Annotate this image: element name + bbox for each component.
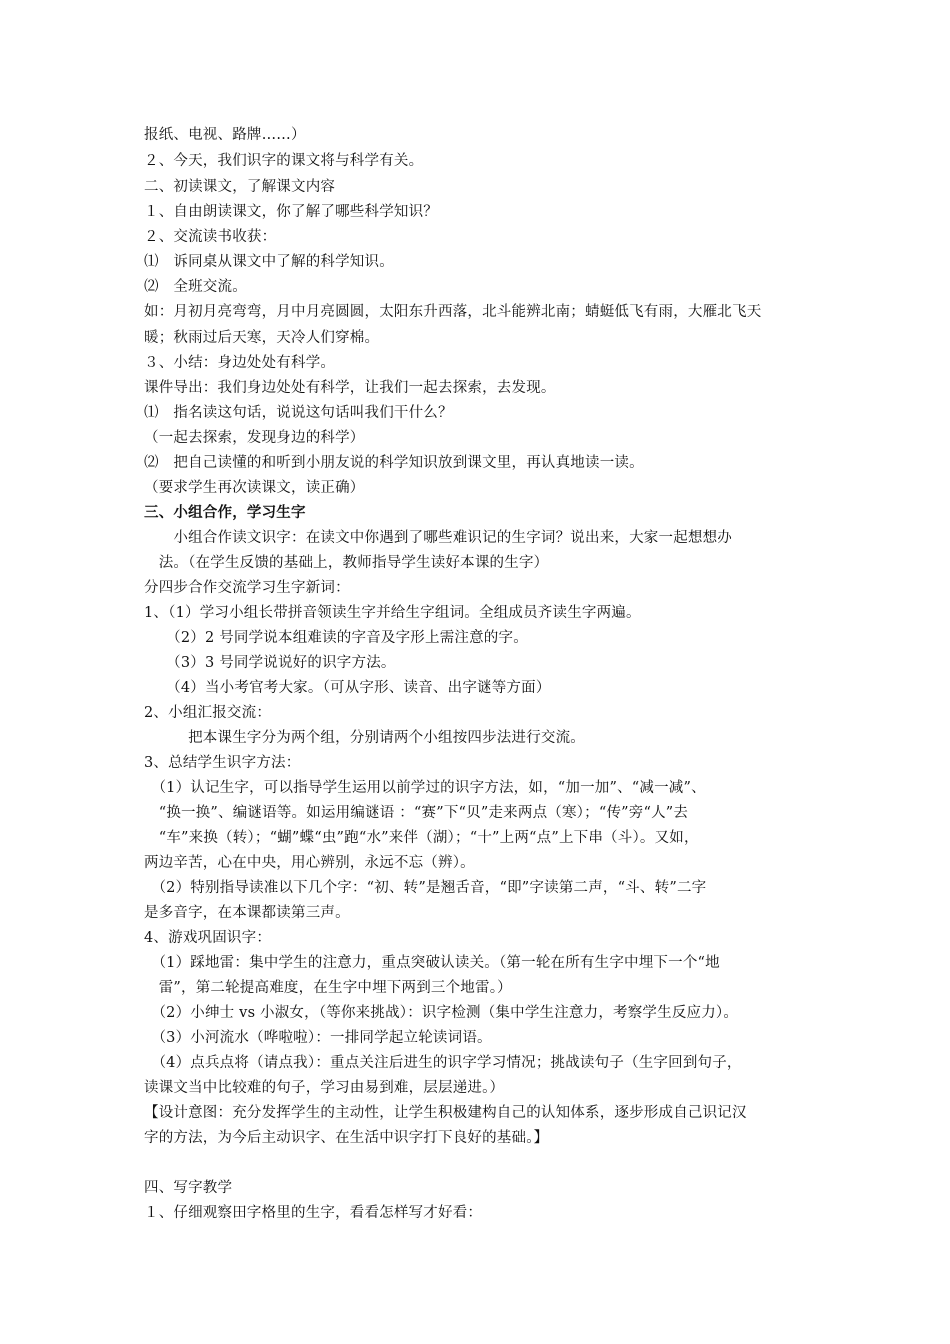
text-line: ２、今天，我们识字的课文将与科学有关。 <box>144 153 424 169</box>
text-line: ⑵ 把自己读懂的和听到小朋友说的科学知识放到课文里，再认真地读一读。 <box>144 455 644 471</box>
text-line: （1）踩地雷：集中学生的注意力，重点突破认读关。（第一轮在所有生字中埋下一个“地 <box>144 955 720 971</box>
text-line: 2、小组汇报交流： <box>144 705 272 721</box>
text-line: 4、游戏巩固识字： <box>144 930 272 946</box>
text-line: “车”来换（转）；“蝴”蝶“虫”跑“水”来伴（湖）；“十”上两“点”上下串（斗）。又如， <box>144 830 699 846</box>
text-line: （4）当小考官考大家。（可从字形、读音、出字谜等方面） <box>144 680 551 696</box>
design-intent-line: 字的方法，为今后主动识字、在生活中识字打下良好的基础。】 <box>144 1130 549 1146</box>
text-line: 读课文当中比较难的句子，学习由易到难，层层递进。） <box>144 1080 505 1096</box>
text-line: ３、小结：身边处处有科学。 <box>144 355 336 371</box>
text-line: 报纸、电视、路牌……） <box>144 127 306 143</box>
text-line: 法。（在学生反馈的基础上，教师指导学生读好本课的生字） <box>144 555 549 571</box>
text-line: “换一换”、编谜语等。如运用编谜语 ：“赛”下“贝”走来两点（寒）；“传”旁“人”去 <box>144 805 689 821</box>
text-line: （2）小绅士 vs 小淑女，（等你来挑战）：识字检测（集中学生注意力，考察学生反应力）。 <box>144 1005 739 1021</box>
text-line: 雷”，第二轮提高难度，在生字中埋下两到三个地雷。） <box>144 980 512 996</box>
text-line: 小组合作读文识字：在读文中你遇到了哪些难识记的生字词？说出来，大家一起想想办 <box>144 530 732 546</box>
text-line: ２、交流读书收获： <box>144 229 277 245</box>
text-line: （4）点兵点将（请点我）：重点关注后进生的识字学习情况；挑战读句子（生字回到句子， <box>144 1055 742 1071</box>
text-line: （2）2 号同学说本组难读的字音及字形上需注意的字。 <box>144 630 528 646</box>
text-line: （3）小河流水（哗啦啦）：一排同学起立轮读词语。 <box>144 1030 492 1046</box>
text-line: 是多音字，在本课都读第三声。 <box>144 905 350 921</box>
text-line: 把本课生字分为两个组，分别请两个小组按四步法进行交流。 <box>144 730 585 746</box>
text-line: 两边辛苦，心在中央，用心辨别，永远不忘（辨）。 <box>144 855 475 871</box>
text-line: ⑵ 全班交流。 <box>144 279 247 295</box>
section-heading: 三、小组合作，学习生字 <box>144 504 306 521</box>
text-line: （1）认记生字，可以指导学生运用以前学过的识字方法，如，“加一加”、“减一减”、 <box>144 780 706 796</box>
text-line: （一起去探索，发现身边的科学） <box>144 430 365 446</box>
design-intent-line: 【设计意图：充分发挥学生的主动性，让学生积极建构自己的认知体系，逐步形成自己识记汉 <box>144 1105 747 1121</box>
text-line: １、自由朗读课文，你了解了哪些科学知识？ <box>144 204 438 220</box>
text-line: １、仔细观察田字格里的生字，看看怎样写才好看： <box>144 1205 483 1221</box>
text-line: （要求学生再次读课文，读正确） <box>144 480 365 496</box>
text-line: 二、初读课文，了解课文内容 <box>144 179 336 195</box>
text-line: ⑴ 诉同桌从课文中了解的科学知识。 <box>144 254 394 270</box>
text-line: 课件导出：我们身边处处有科学，让我们一起去探索，去发现。 <box>144 380 556 396</box>
section-heading: 四、写字教学 <box>144 1180 233 1196</box>
text-line: 如：月初月亮弯弯，月中月亮圆圆，太阳东升西落，北斗能辨北南；蜻蜓低飞有雨，大雁北飞天 <box>144 304 762 320</box>
text-line: 分四步合作交流学习生字新词： <box>144 580 350 596</box>
text-line: 暖；秋雨过后天寒，天冷人们穿棉。 <box>144 330 380 346</box>
text-line: 1、（1）学习小组长带拼音领读生字并给生字组词。全组成员齐读生字两遍。 <box>144 605 641 621</box>
text-line: （3）3 号同学说说好的识字方法。 <box>144 655 396 671</box>
text-line: ⑴ 指名读这句话，说说这句话叫我们干什么？ <box>144 405 453 421</box>
text-line: 3、总结学生识字方法： <box>144 755 301 771</box>
text-line: （2）特别指导读准以下几个字：“初、转”是翘舌音，“即”字读第二声，“斗、转”二字 <box>144 880 707 896</box>
